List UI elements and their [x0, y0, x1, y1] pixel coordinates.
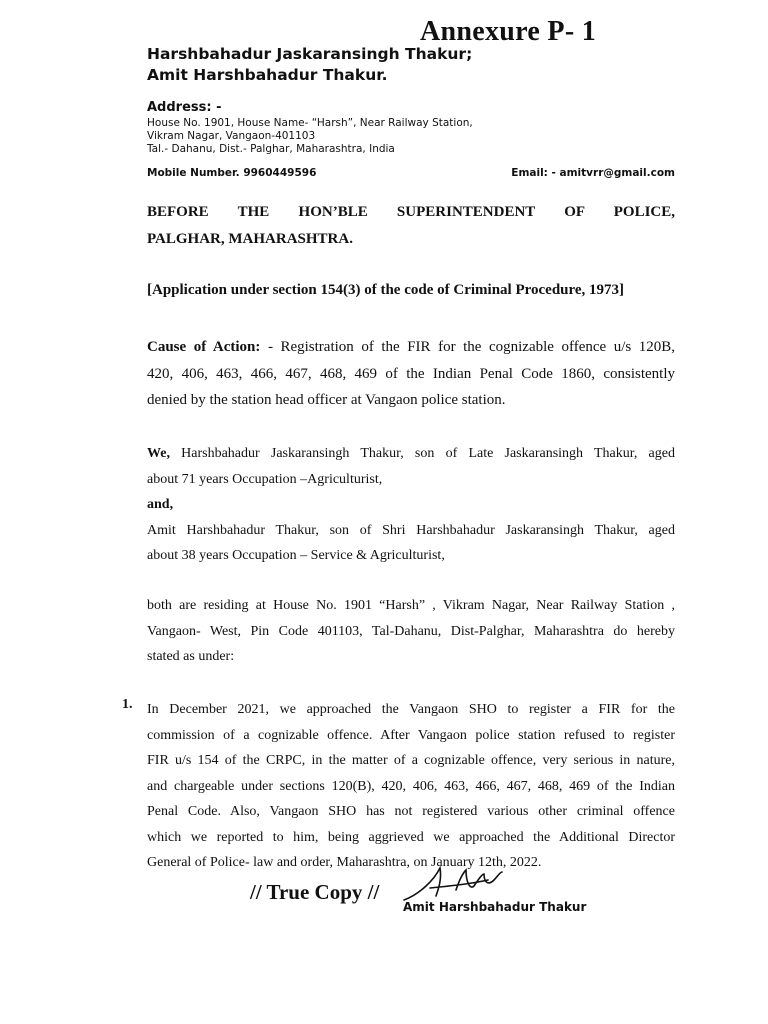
applicants-paragraph [147, 441, 675, 569]
addressee-line-2: PALGHAR, MAHARASHTRA. [147, 231, 353, 247]
we-line-1: We, Harshbahadur Jaskaransingh Thakur, son of Late Jaskaransingh Thakur, aged [147, 446, 675, 461]
address-label: Address: - [147, 100, 222, 115]
email-address: Email: - amitvrr@gmail.com [511, 167, 675, 179]
address-line: Vikram Nagar, Vangaon-401103 [147, 130, 316, 142]
we-label: We, [147, 446, 170, 461]
cause-line-1: Cause of Action: - Registration of the FIR for the cognizable offence u/s 120B, [147, 339, 676, 355]
signature-name: Amit Harshbahadur Thakur [403, 900, 587, 914]
we-line-3: Amit Harshbahadur Thakur, son of Shri Harshbahadur Jaskaransingh Thakur, aged [147, 522, 675, 538]
item-1-line: commission of a cognizable offence. After Vangaon police station refused to register [147, 727, 675, 743]
annexure-heading: Annexure P- 1 [420, 16, 597, 47]
and-label: and, [147, 497, 174, 512]
addressee-line-1: BEFORE THE HON’BLE SUPERINTENDENT OF POLICE, [147, 204, 675, 220]
cause-label: Cause of Action: [147, 339, 261, 355]
we-line-4: about 38 years Occupation – Service & Agriculturist, [147, 548, 445, 563]
item-1-line: which we reported to him, being aggrieved we approached the Additional Director [147, 829, 675, 845]
cause-line-3: denied by the station head officer at Vangaon police station. [147, 392, 506, 408]
residence-line-3: stated as under: [147, 649, 235, 664]
cause-of-action [147, 334, 675, 414]
item-1-line: FIR u/s 154 of the CRPC, in the matter of a cognizable offence, very serious in nature, [147, 753, 675, 768]
item-1-line: General of Police- law and order, Maharashtra, on January 12th, 2022. [147, 855, 542, 870]
applicant-name-1: Harshbahadur Jaskaransingh Thakur; [147, 45, 473, 63]
address-block [147, 117, 473, 156]
contact-line [147, 167, 675, 179]
application-title: [Application under section 154(3) of the code of Criminal Procedure, 1973] [147, 282, 625, 298]
item-number: 1. [122, 697, 133, 712]
residence-line-2: Vangaon- West, Pin Code 401103, Tal-Dahanu, Dist-Palghar, Maharashtra do hereby [147, 623, 675, 639]
applicant-name-2: Amit Harshbahadur Thakur. [147, 66, 388, 84]
residence-paragraph [147, 593, 675, 670]
applicant-names [147, 44, 472, 86]
item-1-line: Penal Code. Also, Vangaon SHO has not registered various other criminal offence [147, 804, 675, 819]
true-copy-stamp: // True Copy // [250, 880, 380, 904]
cause-line-2: 420, 406, 463, 466, 467, 468, 469 of the Indian Penal Code 1860, consistently [147, 365, 675, 382]
residence-line-1: both are residing at House No. 1901 “Harsh” , Vikram Nagar, Near Railway Station , [147, 598, 675, 613]
we-line-2: about 71 years Occupation –Agriculturist, [147, 471, 383, 487]
item-1-line: In December 2021, we approached the Vangaon SHO to register a FIR for the [147, 702, 675, 717]
item-1-paragraph [147, 697, 675, 876]
address-line: Tal.- Dahanu, Dist.- Palghar, Maharashtra, India [147, 143, 395, 155]
address-line: House No. 1901, House Name- “Harsh”, Near Railway Station, [147, 117, 473, 129]
addressee-block [147, 199, 675, 253]
mobile-number: Mobile Number. 9960449596 [147, 167, 317, 179]
item-1-line: and chargeable under sections 120(B), 420, 406, 463, 466, 467, 468, 469 of the Indian [147, 778, 675, 794]
